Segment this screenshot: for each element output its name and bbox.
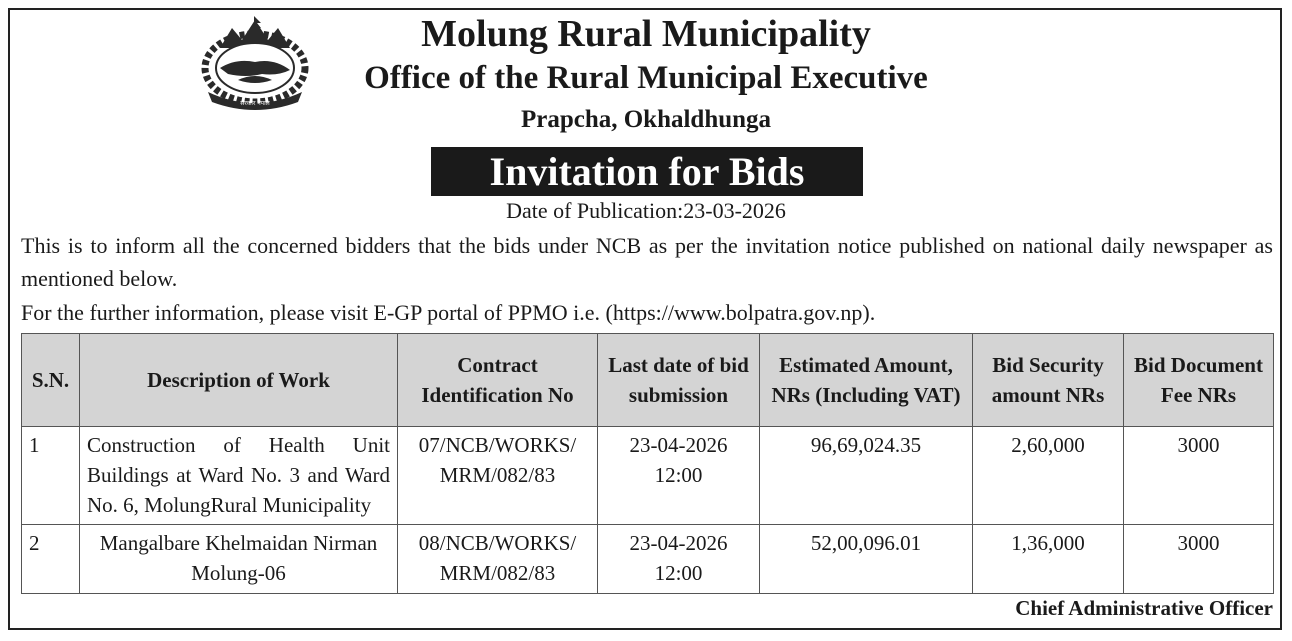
cell-sn: 1: [22, 427, 80, 525]
signatory: Chief Administrative Officer: [1015, 596, 1273, 620]
office-location: Prapcha, Okhaldhunga: [520, 106, 772, 133]
cell-description: Mangalbare Khelmaidan Nirman Molung-06: [80, 525, 398, 594]
bids-table: [21, 333, 1274, 594]
table-header-row: [22, 334, 1274, 427]
intro-paragraph: This is to inform all the concerned bidders that the bids under NCB as per the invitation notice published on national daily newspaper as mentioned below.: [21, 233, 1273, 291]
cell-bid-security: 2,60,000: [973, 427, 1124, 525]
cell-estimated-amount: 52,00,096.01: [760, 525, 973, 594]
info-paragraph: For the further information, please visit E-GP portal of PPMO i.e. (https://www.bolpatra.gov.np).: [21, 300, 876, 325]
notice-title: Invitation for Bids: [431, 147, 863, 196]
municipality-name: Molung Rural Municipality: [421, 13, 871, 55]
table-row: [22, 427, 1274, 525]
cell-last-date: 23-04-2026 12:00: [598, 525, 760, 594]
col-header-last-date: Last date of bid submission: [598, 334, 760, 427]
cell-contract-id: 07/NCB/WORKS/ MRM/082/83: [398, 427, 598, 525]
col-header-sn: S.N.: [22, 334, 80, 427]
cell-estimated-amount: 96,69,024.35: [760, 427, 973, 525]
cell-description: Construction of Health Unit Buildings at Ward No. 3 and Ward No. 6, MolungRural Municipality: [80, 427, 398, 525]
cell-bid-security: 1,36,000: [973, 525, 1124, 594]
cell-last-date: 23-04-2026 12:00: [598, 427, 760, 525]
table-row: [22, 525, 1274, 594]
cell-sn: 2: [22, 525, 80, 594]
col-header-bid-security: Bid Security amount NRs: [973, 334, 1124, 427]
col-header-document-fee: Bid Document Fee NRs: [1124, 334, 1274, 427]
col-header-contract-id: Contract Identification No: [398, 334, 598, 427]
cell-contract-id: 08/NCB/WORKS/ MRM/082/83: [398, 525, 598, 594]
cell-document-fee: 3000: [1124, 427, 1274, 525]
publication-date: Date of Publication:23-03-2026: [506, 198, 786, 223]
col-header-estimated-amount: Estimated Amount, NRs (Including VAT): [760, 334, 973, 427]
cell-document-fee: 3000: [1124, 525, 1274, 594]
col-header-description: Description of Work: [80, 334, 398, 427]
office-name: Office of the Rural Municipal Executive: [364, 60, 928, 96]
emblem-ribbon-text: सरकार नेपाल: [240, 100, 270, 107]
